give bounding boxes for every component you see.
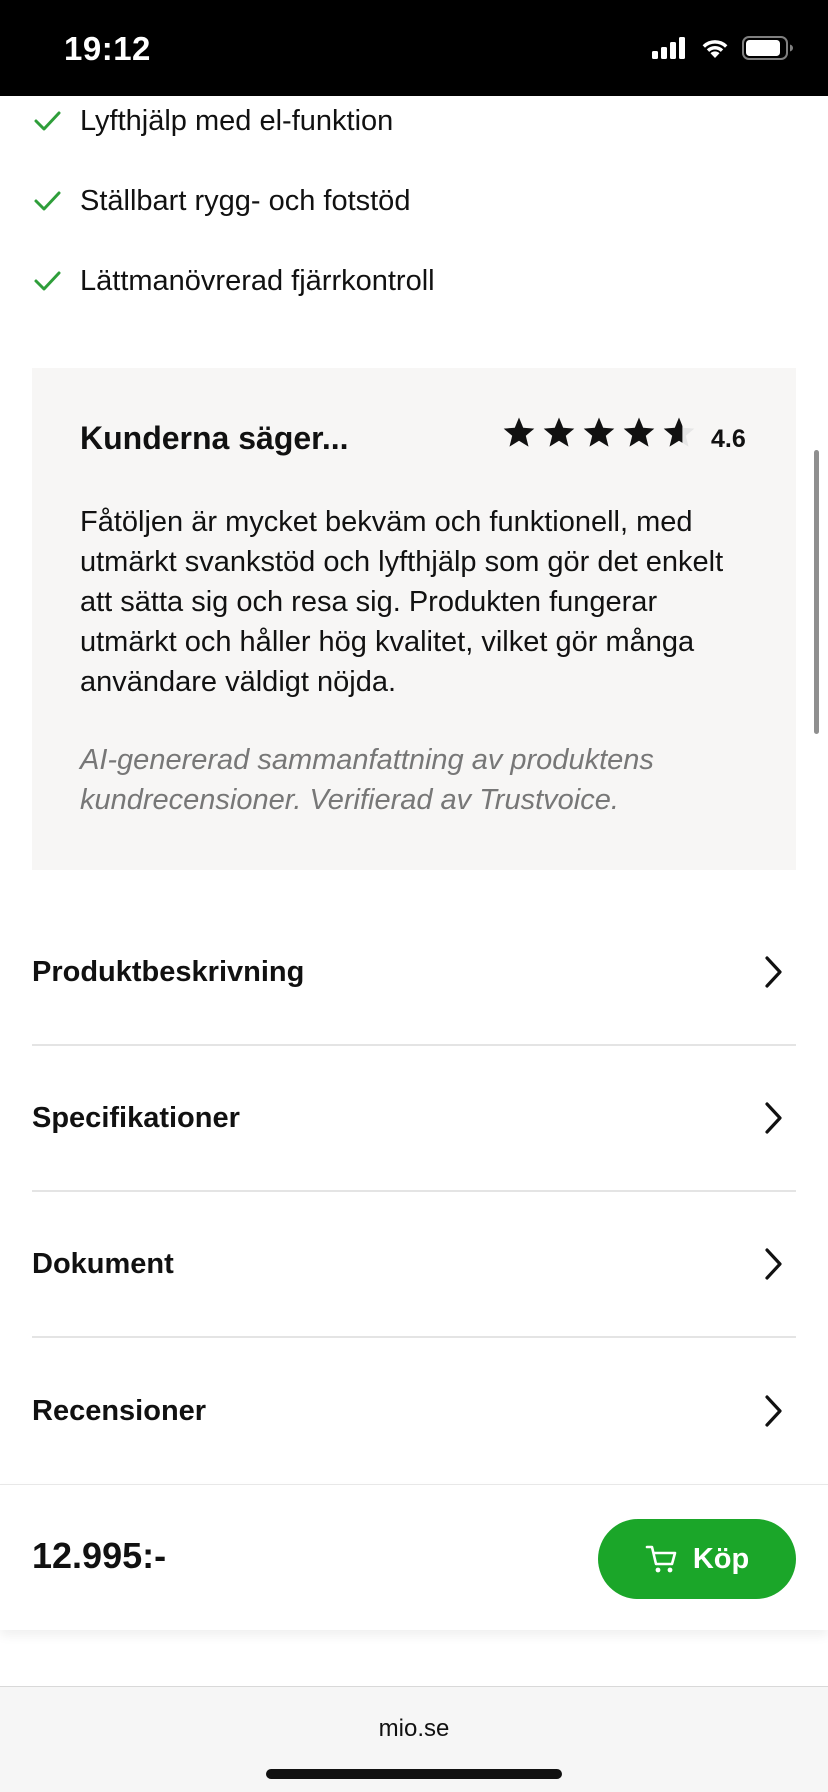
checkmark-icon bbox=[32, 266, 62, 296]
buy-button[interactable] bbox=[598, 1519, 796, 1599]
accordion-label: Produktbeskrivning bbox=[32, 955, 305, 988]
feature-label: Lyfthjälp med el-funktion bbox=[80, 104, 394, 137]
buy-bar bbox=[0, 1484, 828, 1630]
accordion-label: Dokument bbox=[32, 1247, 174, 1280]
chevron-right-icon bbox=[758, 1393, 788, 1429]
ai-disclaimer: AI-genererad sammanfattning av produktens kundrecensioner. Verifierad av Trustvoice. bbox=[80, 744, 654, 816]
star-rating bbox=[502, 416, 696, 448]
feature-item bbox=[32, 96, 393, 146]
feature-item bbox=[32, 176, 410, 226]
wifi-icon bbox=[700, 37, 730, 64]
star-icon bbox=[502, 416, 536, 448]
star-icon bbox=[622, 416, 656, 448]
star-icon bbox=[662, 416, 696, 448]
checkmark-icon bbox=[32, 186, 62, 216]
review-summary-card bbox=[32, 368, 796, 870]
chevron-right-icon bbox=[758, 1246, 788, 1282]
accordion-label: Recensioner bbox=[32, 1394, 207, 1427]
accordion-label: Specifikationer bbox=[32, 1101, 240, 1134]
product-accordion bbox=[32, 900, 796, 1484]
status-bar bbox=[0, 0, 828, 96]
star-icon bbox=[582, 416, 616, 448]
chevron-right-icon bbox=[758, 954, 788, 990]
browser-address-bar[interactable] bbox=[0, 1686, 828, 1792]
cellular-signal-icon bbox=[652, 37, 688, 64]
star-icon bbox=[542, 416, 576, 448]
feature-label: Ställbart rygg- och fotstöd bbox=[80, 184, 411, 217]
url-text[interactable]: mio.se bbox=[378, 1715, 450, 1742]
accordion-item-recensioner[interactable] bbox=[32, 1338, 796, 1484]
chevron-right-icon bbox=[758, 1100, 788, 1136]
accordion-item-specifikationer[interactable] bbox=[32, 1046, 796, 1192]
review-summary-text: Fåtöljen är mycket bekväm och funktionell, med utmärkt svankstöd och lyfthjälp som gör det enkelt att sätta sig och resa sig. Produkten fungerar utmärkt och håller hög kvalitet, vilket gör många användare väldigt nöjda. bbox=[80, 506, 724, 698]
battery-icon bbox=[742, 36, 794, 65]
status-icons bbox=[652, 36, 794, 65]
home-indicator bbox=[266, 1769, 562, 1779]
feature-label: Lättmanövrerad fjärrkontroll bbox=[80, 264, 435, 297]
rating-value: 4.6 bbox=[711, 425, 746, 453]
status-time: 19:12 bbox=[64, 30, 151, 67]
feature-item bbox=[32, 256, 435, 306]
price: 12.995:- bbox=[32, 1535, 167, 1576]
buy-button-label: Köp bbox=[692, 1542, 750, 1575]
review-summary-title: Kunderna säger... bbox=[80, 420, 349, 456]
accordion-item-produktbeskrivning[interactable] bbox=[32, 900, 796, 1046]
accordion-item-dokument[interactable] bbox=[32, 1192, 796, 1338]
cart-icon bbox=[645, 1544, 679, 1574]
scrollbar[interactable] bbox=[814, 450, 819, 734]
checkmark-icon bbox=[32, 106, 62, 136]
